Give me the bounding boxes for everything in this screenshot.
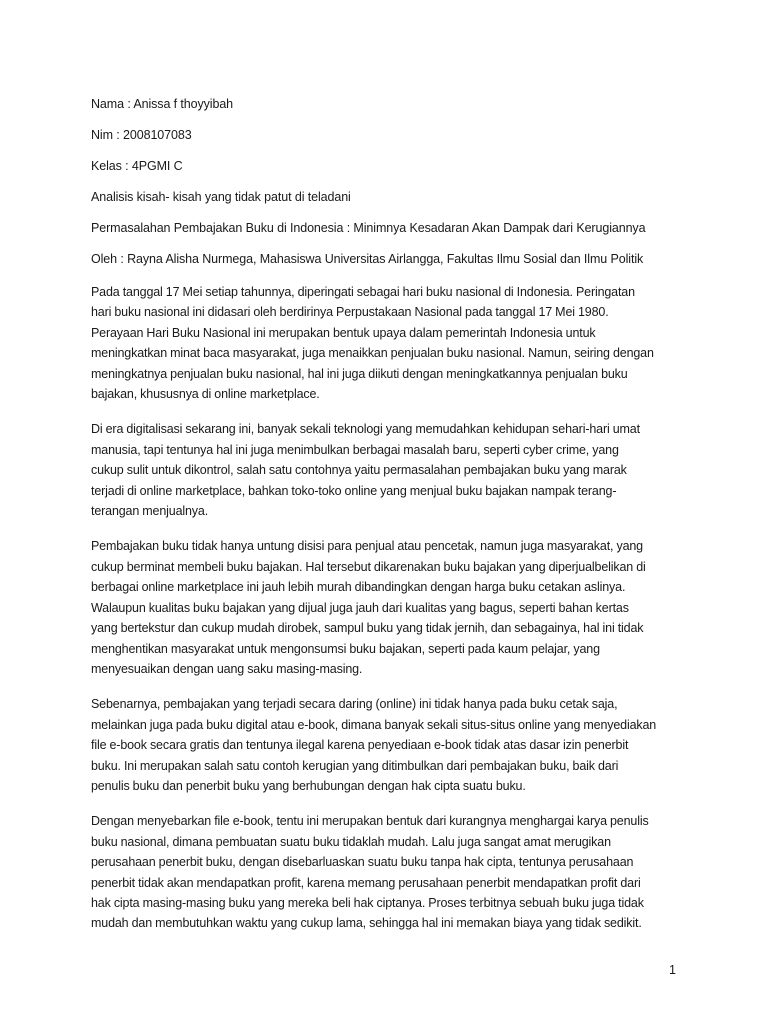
paragraph-line: buku nasional, dimana pembuatan suatu buku tidaklah mudah. Lalu juga sangat amat merugikan	[91, 834, 611, 849]
paragraph-line: melainkan juga pada buku digital atau e-book, dimana banyak sekali situs-situs online yang menyediakan	[91, 717, 657, 732]
paragraph-line: hari buku nasional ini didasari oleh berdirinya Perpustakaan Nasional pada tanggal 17 Mei 1980.	[91, 305, 609, 320]
paragraph-line: cukup sulit untuk dikontrol, salah satu contohnya yaitu permasalahan pembajakan buku yang marak	[91, 463, 627, 478]
paragraph-line: Perayaan Hari Buku Nasional ini merupakan bentuk upaya dalam pemerintah Indonesia untuk	[91, 325, 596, 340]
paragraph-line: penerbit tidak akan mendapatkan profit, karena memang perusahaan penerbit mendapatkan profit dari	[91, 875, 641, 890]
student-name: Nama : Anissa f thoyyibah	[91, 97, 234, 111]
paragraph-line: terjadi di online marketplace, bahkan toko-toko online yang menjual buku bajakan nampak terang-	[91, 483, 617, 498]
paragraph-5	[91, 811, 691, 933]
paragraph-line: terangan menjualnya.	[91, 504, 209, 519]
paragraph-line: Di era digitalisasi sekarang ini, banyak sekali teknologi yang memudahkan kehidupan sehari-hari umat	[91, 422, 640, 437]
student-nim: Nim : 2008107083	[91, 128, 192, 142]
paragraph-line: bajakan, khususnya di online marketplace.	[91, 387, 320, 402]
paragraph-line: meningkatnya penjualan buku nasional, hal ini juga diikuti dengan meningkatkannya penjualan buku	[91, 366, 628, 381]
paragraph-line: Pembajakan buku tidak hanya untung disisi para penjual atau pencetak, namun juga masyarakat, yang	[91, 539, 643, 554]
paragraph-line: Sebenarnya, pembajakan yang terjadi secara daring (online) ini tidak hanya pada buku cetak saja,	[91, 697, 618, 712]
paragraph-line: file e-book secara gratis dan tentunya ilegal karena penyediaan e-book tidak atas dasar izin penerbit	[91, 738, 629, 753]
paragraph-3	[91, 536, 691, 679]
paragraph-2	[91, 419, 691, 521]
paragraph-line: manusia, tapi tentunya hal ini juga menimbulkan berbagai masalah baru, seperti cyber crime, yang	[91, 442, 619, 457]
paragraph-line: meningkatkan minat baca masyarakat, juga menaikkan penjualan buku nasional. Namun, seiring dengan	[91, 346, 654, 361]
page-number: 1	[669, 963, 676, 977]
paragraph-line: menyesuaikan dengan uang saku masing-masing.	[91, 661, 363, 676]
paragraph-line: berbagai online marketplace ini jauh lebih murah dibandingkan dengan harga buku cetakan aslinya.	[91, 580, 626, 595]
document-body	[91, 96, 691, 949]
paragraph-line: mudah dan membutuhkan waktu yang cukup lama, sehingga hal ini memakan biaya yang tidak sedikit.	[91, 916, 642, 931]
paragraph-line: Walaupun kualitas buku bajakan yang dijual juga jauh dari kualitas yang bagus, seperti bahan kertas	[91, 600, 629, 615]
paragraph-line: Dengan menyebarkan file e-book, tentu ini merupakan bentuk dari kurangnya menghargai karya penulis	[91, 814, 649, 829]
paragraph-line: perusahaan penerbit buku, dengan disebarluaskan suatu buku tanpa hak cipta, tentunya perusahaan	[91, 855, 634, 870]
paragraph-line: cukup berminat membeli buku bajakan. Hal tersebut dikarenakan buku bajakan yang diperjualbelikan di	[91, 559, 646, 574]
paragraph-line: menghentikan masyarakat untuk mengonsumsi buku bajakan, seperti pada kaum pelajar, yang	[91, 641, 600, 656]
paragraph-line: buku. Ini merupakan salah satu contoh kerugian yang ditimbulkan dari pembajakan buku, baik dari	[91, 758, 619, 773]
article-author: Oleh : Rayna Alisha Nurmega, Mahasiswa Universitas Airlangga, Fakultas Ilmu Sosial dan Ilmu Politik	[91, 252, 644, 266]
assignment-heading: Analisis kisah- kisah yang tidak patut di teladani	[91, 190, 351, 204]
article-title: Permasalahan Pembajakan Buku di Indonesia : Minimnya Kesadaran Akan Dampak dari Kerugiannya	[91, 221, 646, 235]
paragraph-line: yang bertekstur dan cukup mudah dirobek, sampul buku yang tidak jernih, dan sebagainya, hal ini tidak	[91, 621, 644, 636]
paragraph-4	[91, 694, 691, 796]
student-class: Kelas : 4PGMI C	[91, 159, 183, 173]
paragraph-line: hak cipta masing-masing buku yang mereka beli hak ciptanya. Proses terbitnya sebuah buku juga tidak	[91, 895, 644, 910]
paragraph-1	[91, 282, 691, 404]
paragraph-line: Pada tanggal 17 Mei setiap tahunnya, diperingati sebagai hari buku nasional di Indonesia. Peringatan	[91, 285, 635, 299]
paragraph-line: penulis buku dan penerbit buku yang berhubungan dengan hak cipta suatu buku.	[91, 778, 526, 793]
